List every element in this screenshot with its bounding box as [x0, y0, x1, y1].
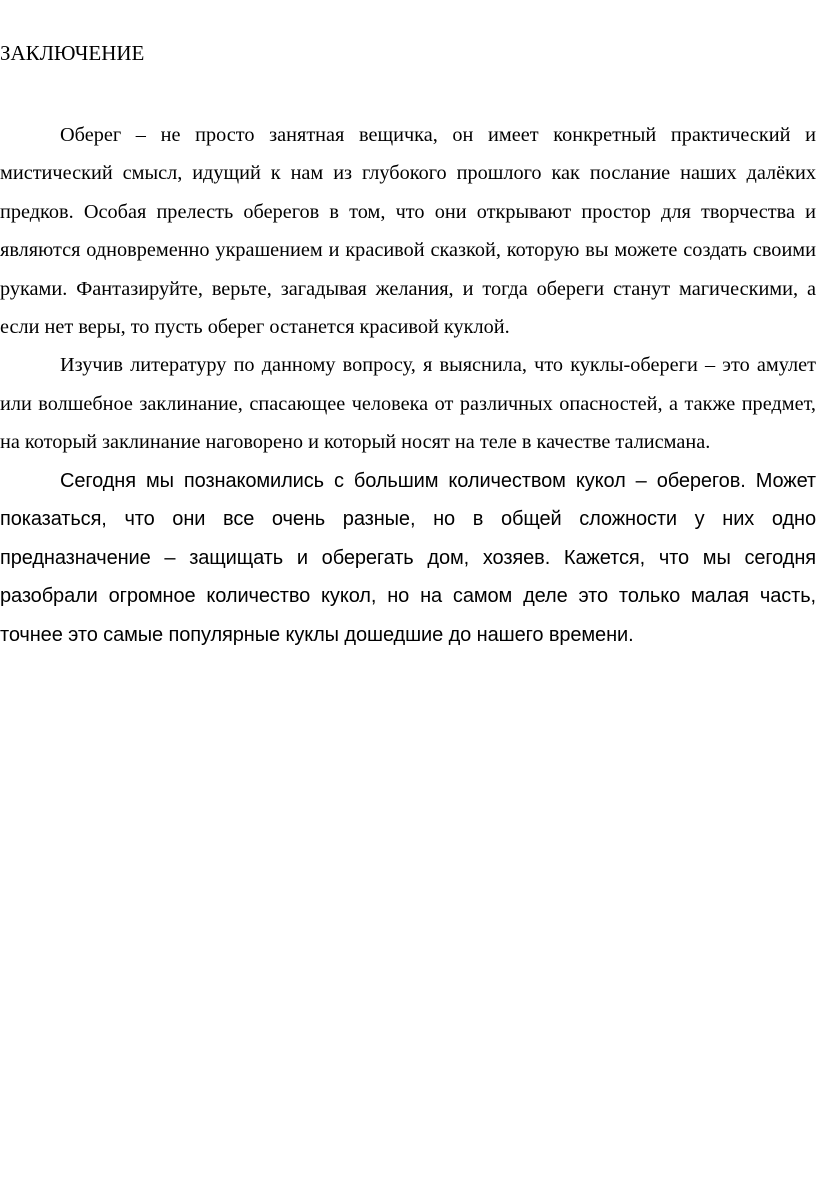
- paragraph-summary: Сегодня мы познакомились с большим количеством кукол – оберегов. Может показаться, что они все очень разные, но в общей сложности у них одно предназначение – защищать и оберегать дом, хозяев. Кажется, что мы сегодня разобрали огромное количество кукол, но на самом деле это только малая часть, точнее это самые популярные куклы дошедшие до нашего времени.: [0, 469, 816, 647]
- paragraph-amulet-meaning: Оберег – не просто занятная вещичка, он имеет конкретный практический и мистический смысл, идущий к нам из глубокого прошлого как послание наших далёких предков. Особая прелесть оберегов в том, что они открывают простор для творчества и являются одновременно украшением и красивой сказкой, которую вы можете создать своими руками. Фантазируйте, верьте, загадывая желания, и тогда обереги станут магическими, а если нет веры, то пусть оберег останется красивой куклой.: [0, 124, 816, 339]
- body-text: [0, 116, 816, 655]
- section-heading: ЗАКЛЮЧЕНИЕ: [0, 41, 145, 65]
- paragraph-literature-study: Изучив литературу по данному вопросу, я выяснила, что куклы-обереги – это амулет или волшебное заклинание, спасающее человека от различных опасностей, а также предмет, на который заклинание наговорено и который носят на теле в качестве талисмана.: [0, 354, 816, 454]
